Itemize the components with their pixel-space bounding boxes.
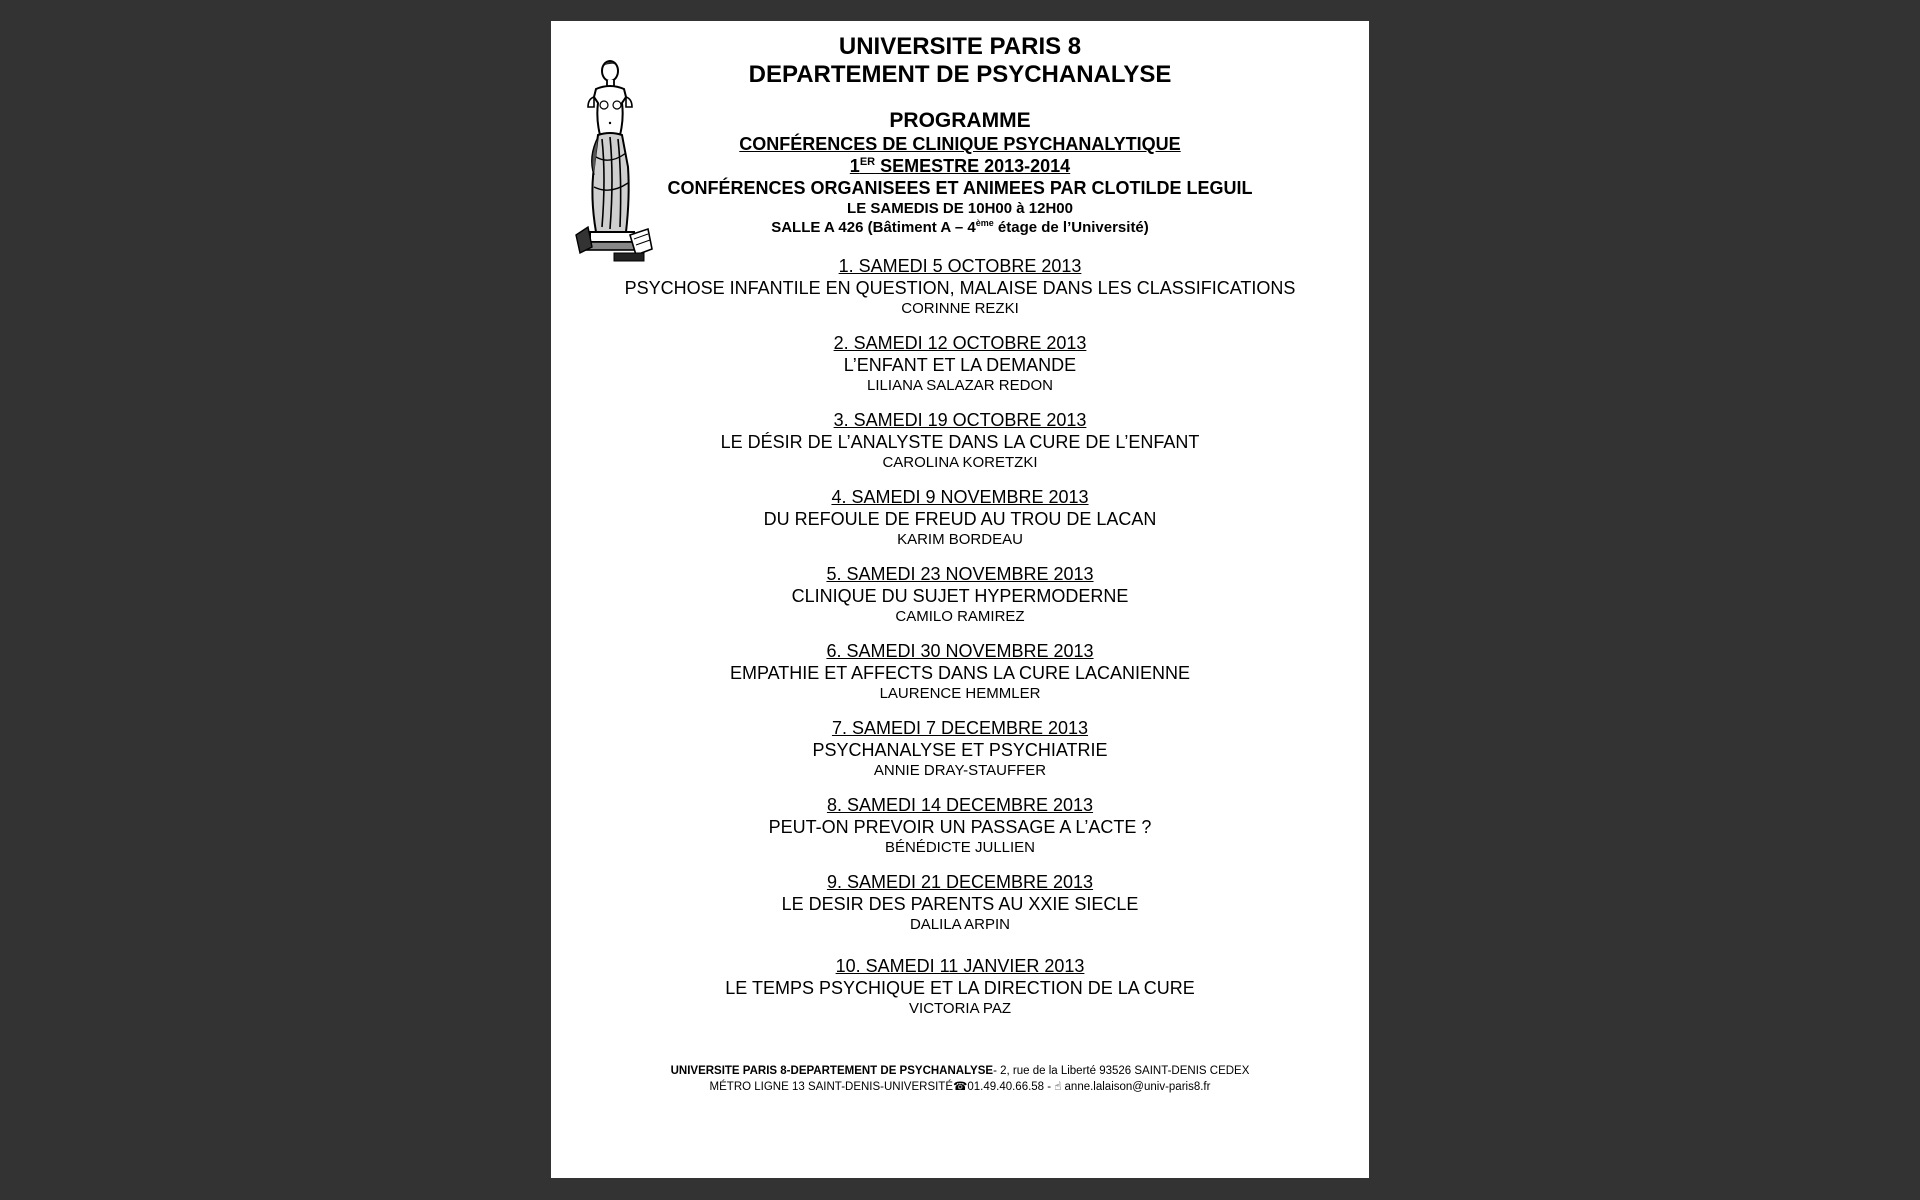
- session-speaker: CORINNE REZKI: [901, 300, 1019, 317]
- session-date: 2. SAMEDI 12 OCTOBRE 2013: [833, 333, 1087, 353]
- programme-heading: PROGRAMME: [889, 109, 1031, 132]
- session-speaker: VICTORIA PAZ: [909, 1000, 1011, 1017]
- session-speaker: LAURENCE HEMMLER: [879, 685, 1041, 702]
- footer-contact-line: [551, 1079, 1369, 1095]
- semester-text: SEMESTRE 2013-2014: [875, 156, 1071, 176]
- footer-email: anne.lalaison@univ-paris8.fr: [1061, 1081, 1211, 1093]
- document-page: [551, 21, 1369, 1178]
- session-title: CLINIQUE DU SUJET HYPERMODERNE: [791, 586, 1129, 606]
- footer-metro: MÉTRO LIGNE 13 SAINT-DENIS-UNIVERSITÉ: [709, 1081, 954, 1093]
- telephone-icon: ☎: [953, 1081, 968, 1093]
- session-item: [551, 640, 1369, 703]
- session-speaker: DALILA ARPIN: [909, 916, 1011, 933]
- session-date: 9. SAMEDI 21 DECEMBRE 2013: [826, 872, 1094, 892]
- session-item: [551, 486, 1369, 549]
- session-speaker: CAMILO RAMIREZ: [895, 608, 1025, 625]
- session-date: 7. SAMEDI 7 DECEMBRE 2013: [831, 718, 1089, 738]
- session-date: 3. SAMEDI 19 OCTOBRE 2013: [833, 410, 1087, 430]
- department-name: DEPARTEMENT DE PSYCHANALYSE: [748, 61, 1172, 88]
- document-header: [551, 33, 1369, 237]
- session-date: 5. SAMEDI 23 NOVEMBRE 2013: [826, 564, 1094, 584]
- session-speaker: LILIANA SALAZAR REDON: [867, 377, 1053, 394]
- footer-address-line: [551, 1063, 1369, 1079]
- session-title: PSYCHANALYSE ET PSYCHIATRIE: [812, 740, 1108, 760]
- organiser-line: CONFÉRENCES ORGANISEES ET ANIMEES PAR CLOTILDE LEGUIL: [667, 178, 1253, 198]
- session-title: LE DESIR DES PARENTS AU XXIE SIECLE: [781, 894, 1139, 914]
- semester-line: [551, 155, 1369, 177]
- semester-number: 1: [849, 156, 860, 176]
- footer-address: - 2, rue de la Liberté 93526 SAINT-DENIS CEDEX: [993, 1065, 1250, 1077]
- session-title: L’ENFANT ET LA DEMANDE: [843, 355, 1077, 375]
- session-item: [551, 955, 1369, 1018]
- semester-superscript: ER: [859, 156, 876, 168]
- session-title: LE TEMPS PSYCHIQUE ET LA DIRECTION DE LA CURE: [725, 978, 1195, 998]
- session-title: PEUT-ON PREVOIR UN PASSAGE A L’ACTE ?: [768, 817, 1152, 837]
- room-superscript: ème: [975, 218, 994, 228]
- session-item: [551, 332, 1369, 395]
- session-date: 6. SAMEDI 30 NOVEMBRE 2013: [826, 641, 1094, 661]
- session-item: [551, 409, 1369, 472]
- pointing-hand-icon: ☝: [1054, 1081, 1062, 1093]
- session-speaker: ANNIE DRAY-STAUFFER: [873, 762, 1047, 779]
- session-date: 10. SAMEDI 11 JANVIER 2013: [835, 956, 1085, 976]
- session-item: [551, 563, 1369, 626]
- session-title: DU REFOULE DE FREUD AU TROU DE LACAN: [763, 509, 1157, 529]
- session-title: PSYCHOSE INFANTILE EN QUESTION, MALAISE DANS LES CLASSIFICATIONS: [624, 278, 1296, 298]
- room-rest: étage de l’Université): [993, 219, 1149, 236]
- session-title: LE DÉSIR DE L’ANALYSTE DANS LA CURE DE L’ENFANT: [720, 432, 1200, 452]
- session-date: 8. SAMEDI 14 DECEMBRE 2013: [826, 795, 1094, 815]
- schedule-line: LE SAMEDIS DE 10H00 à 12H00: [847, 200, 1073, 217]
- room-line: [551, 218, 1369, 237]
- session-item: [551, 255, 1369, 318]
- session-speaker: BÉNÉDICTE JULLIEN: [884, 839, 1036, 856]
- session-date: 4. SAMEDI 9 NOVEMBRE 2013: [831, 487, 1089, 507]
- session-speaker: CAROLINA KORETZKI: [882, 454, 1038, 471]
- university-name: UNIVERSITE PARIS 8: [838, 33, 1082, 60]
- session-item: [551, 871, 1369, 934]
- session-speaker: KARIM BORDEAU: [897, 531, 1023, 548]
- footer-institution: UNIVERSITE PARIS 8-DEPARTEMENT DE PSYCHANALYSE: [670, 1065, 994, 1077]
- session-item: [551, 794, 1369, 857]
- footer-phone: 01.49.40.66.58 -: [967, 1081, 1055, 1093]
- session-item: [551, 717, 1369, 780]
- room-prefix: SALLE A 426 (Bâtiment A – 4: [771, 219, 976, 236]
- document-footer: [551, 1063, 1369, 1095]
- conferences-title: CONFÉRENCES DE CLINIQUE PSYCHANALYTIQUE: [739, 134, 1181, 154]
- session-date: 1. SAMEDI 5 OCTOBRE 2013: [838, 256, 1082, 276]
- sessions-list: [551, 255, 1369, 1018]
- session-title: EMPATHIE ET AFFECTS DANS LA CURE LACANIENNE: [729, 663, 1191, 683]
